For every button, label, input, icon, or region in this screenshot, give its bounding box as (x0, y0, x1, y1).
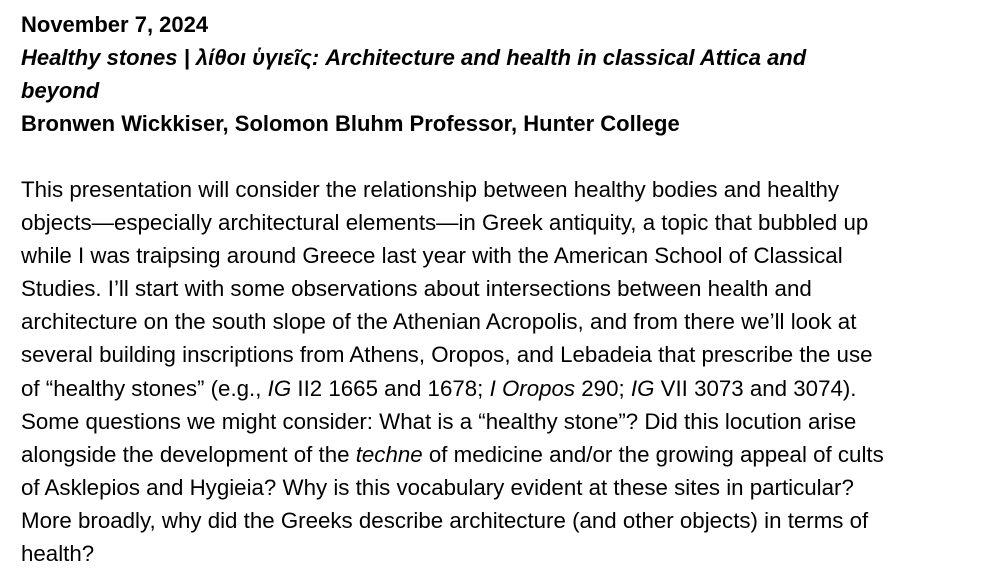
italic-term: I Oropos (489, 375, 576, 401)
abstract-paragraph (21, 173, 991, 570)
italic-term: techne (355, 441, 423, 467)
abstract-line (21, 372, 991, 405)
text-run: Studies. I’ll start with some observations about intersections between health and (21, 276, 812, 302)
text-run: of “healthy stones” (e.g., (21, 375, 268, 401)
text-run: while I was traipsing around Greece last year with the American School of Classical (21, 243, 843, 269)
text-run: of medicine and/or the growing appeal of cults (422, 441, 884, 467)
text-run: 290; (575, 375, 631, 401)
abstract-line (21, 338, 991, 371)
text-run: II2 1665 and 1678; (291, 375, 490, 401)
text-run: objects—especially architectural elements—in Greek antiquity, a topic that bubbled up (21, 210, 869, 236)
abstract-line (21, 405, 991, 438)
event-date: November 7, 2024 (21, 12, 209, 37)
text-run: Some questions we might consider: What is a “healthy stone”? Did this locution arise (21, 408, 857, 434)
text-run: of Asklepios and Hygieia? Why is this vocabulary evident at these sites in particular? (21, 474, 854, 500)
text-run: several building inscriptions from Athens, Oropos, and Lebadeia that prescribe the use (21, 342, 873, 368)
text-run: architecture on the south slope of the Athenian Acropolis, and from there we’ll look at (21, 309, 857, 335)
abstract-line (21, 537, 991, 570)
event-announcement (21, 8, 991, 570)
abstract-line (21, 239, 991, 272)
abstract-line (21, 471, 991, 504)
talk-title-line-2: beyond (21, 78, 100, 103)
text-run: health? (21, 541, 95, 567)
abstract-line (21, 305, 991, 338)
text-run: More broadly, why did the Greeks describe architecture (and other objects) in terms of (21, 507, 869, 533)
italic-term: IG (630, 375, 655, 401)
text-run: alongside the development of the (21, 441, 356, 467)
abstract-line (21, 438, 991, 471)
abstract-line (21, 173, 991, 206)
italic-term: IG (267, 375, 292, 401)
abstract-line (21, 206, 991, 239)
event-header (21, 8, 991, 140)
abstract-line (21, 504, 991, 537)
text-run: This presentation will consider the relationship between healthy bodies and healthy (21, 177, 840, 202)
talk-title-line-1: Healthy stones | λίθοι ὑγιεῖς: Architecture and health in classical Attica and (21, 45, 807, 70)
text-run: VII 3073 and 3074). (654, 375, 857, 401)
speaker-line: Bronwen Wickkiser, Solomon Bluhm Professor, Hunter College (21, 111, 680, 136)
abstract-line (21, 272, 991, 305)
